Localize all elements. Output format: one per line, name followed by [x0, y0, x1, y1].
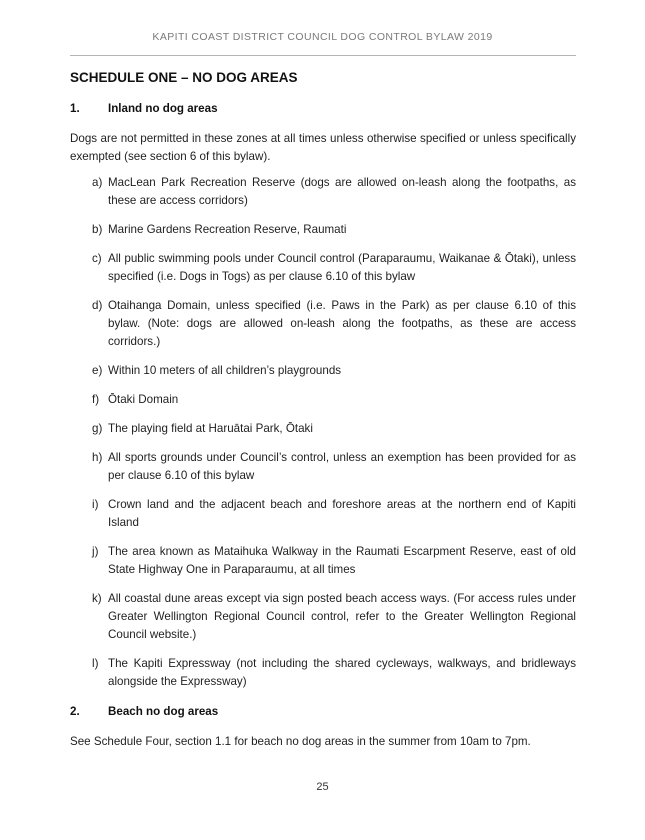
list-item-text: The Kapiti Expressway (not including the shared cycleways, walkways, and bridleways alongside the Expressway) — [108, 657, 576, 688]
list-item-label: c) — [92, 252, 102, 265]
list-item-label: h) — [92, 451, 103, 464]
page-number: 25 — [316, 781, 329, 793]
list-item-text: Otaihanga Domain, unless specified (i.e. Paws in the Park) as per clause 6.10 of this bylaw. (Note: dogs are allowed on-leash along the footpaths, as these are access corridors.) — [108, 299, 576, 348]
list-item — [70, 362, 576, 380]
section-2-number: 2. — [70, 705, 80, 718]
section-2-title: Beach no dog areas — [108, 705, 219, 718]
list-item-text: MacLean Park Recreation Reserve (dogs are allowed on-leash along the footpaths, as these are access corridors) — [108, 176, 576, 207]
section-1-intro: Dogs are not permitted in these zones at all times unless otherwise specified or unless specifically exempted (see section 6 of this bylaw). — [70, 132, 576, 163]
list-item — [70, 221, 576, 239]
list-item — [70, 297, 576, 351]
list-item — [70, 391, 576, 409]
list-item-text: All coastal dune areas except via sign posted beach access ways. (For access rules under Greater Wellington Regional Council control, refer to the Greater Wellington Regional Council website.) — [108, 592, 576, 641]
list-item-label: d) — [92, 299, 103, 312]
list-item-text: The area known as Mataihuka Walkway in the Raumati Escarpment Reserve, east of old State Highway One in Paraparaumu, at all times — [108, 545, 576, 576]
page-content — [70, 68, 576, 751]
list-item — [70, 590, 576, 644]
list-item-text: Ōtaki Domain — [108, 393, 179, 406]
list-item-label: b) — [92, 223, 103, 236]
list-item — [70, 655, 576, 691]
section-1-number: 1. — [70, 102, 80, 115]
list-item-text: All public swimming pools under Council control (Paraparaumu, Waikanae & Ōtaki), unless specified (i.e. Dogs in Togs) as per clause 6.10 of this bylaw — [108, 252, 576, 283]
list-item-label: i) — [92, 498, 99, 511]
list-item-label: g) — [92, 422, 103, 435]
list-item-label: a) — [92, 176, 103, 189]
list-item — [70, 250, 576, 286]
list-item — [70, 449, 576, 485]
list-item-text: Crown land and the adjacent beach and foreshore areas at the northern end of Kapiti Island — [108, 498, 576, 529]
list-item-label: k) — [92, 592, 102, 605]
section-2-text: See Schedule Four, section 1.1 for beach no dog areas in the summer from 10am to 7pm. — [70, 735, 531, 748]
list-item — [70, 174, 576, 210]
section-2-heading — [70, 703, 576, 721]
list-item-text: Marine Gardens Recreation Reserve, Raumati — [108, 223, 347, 236]
list-item — [70, 496, 576, 532]
list-item — [70, 420, 576, 438]
section-1-heading — [70, 100, 576, 118]
list-item — [70, 543, 576, 579]
list-item-label: e) — [92, 364, 103, 377]
running-header: KAPITI COAST DISTRICT COUNCIL DOG CONTROL BYLAW 2019 — [152, 31, 493, 43]
list-item-text: The playing field at Haruātai Park, Ōtaki — [108, 422, 313, 435]
section-1-title: Inland no dog areas — [108, 102, 218, 115]
list-item-text: Within 10 meters of all children’s playgrounds — [108, 364, 342, 377]
list-item-label: f) — [92, 393, 100, 406]
inland-no-dog-areas-list — [70, 174, 576, 691]
header-divider — [70, 55, 576, 56]
list-item-label: l) — [92, 657, 99, 670]
schedule-title: SCHEDULE ONE – NO DOG AREAS — [70, 70, 298, 85]
list-item-label: j) — [92, 545, 99, 558]
list-item-text: All sports grounds under Council’s control, unless an exemption has been provided for as per clause 6.10 of this bylaw — [108, 451, 576, 482]
